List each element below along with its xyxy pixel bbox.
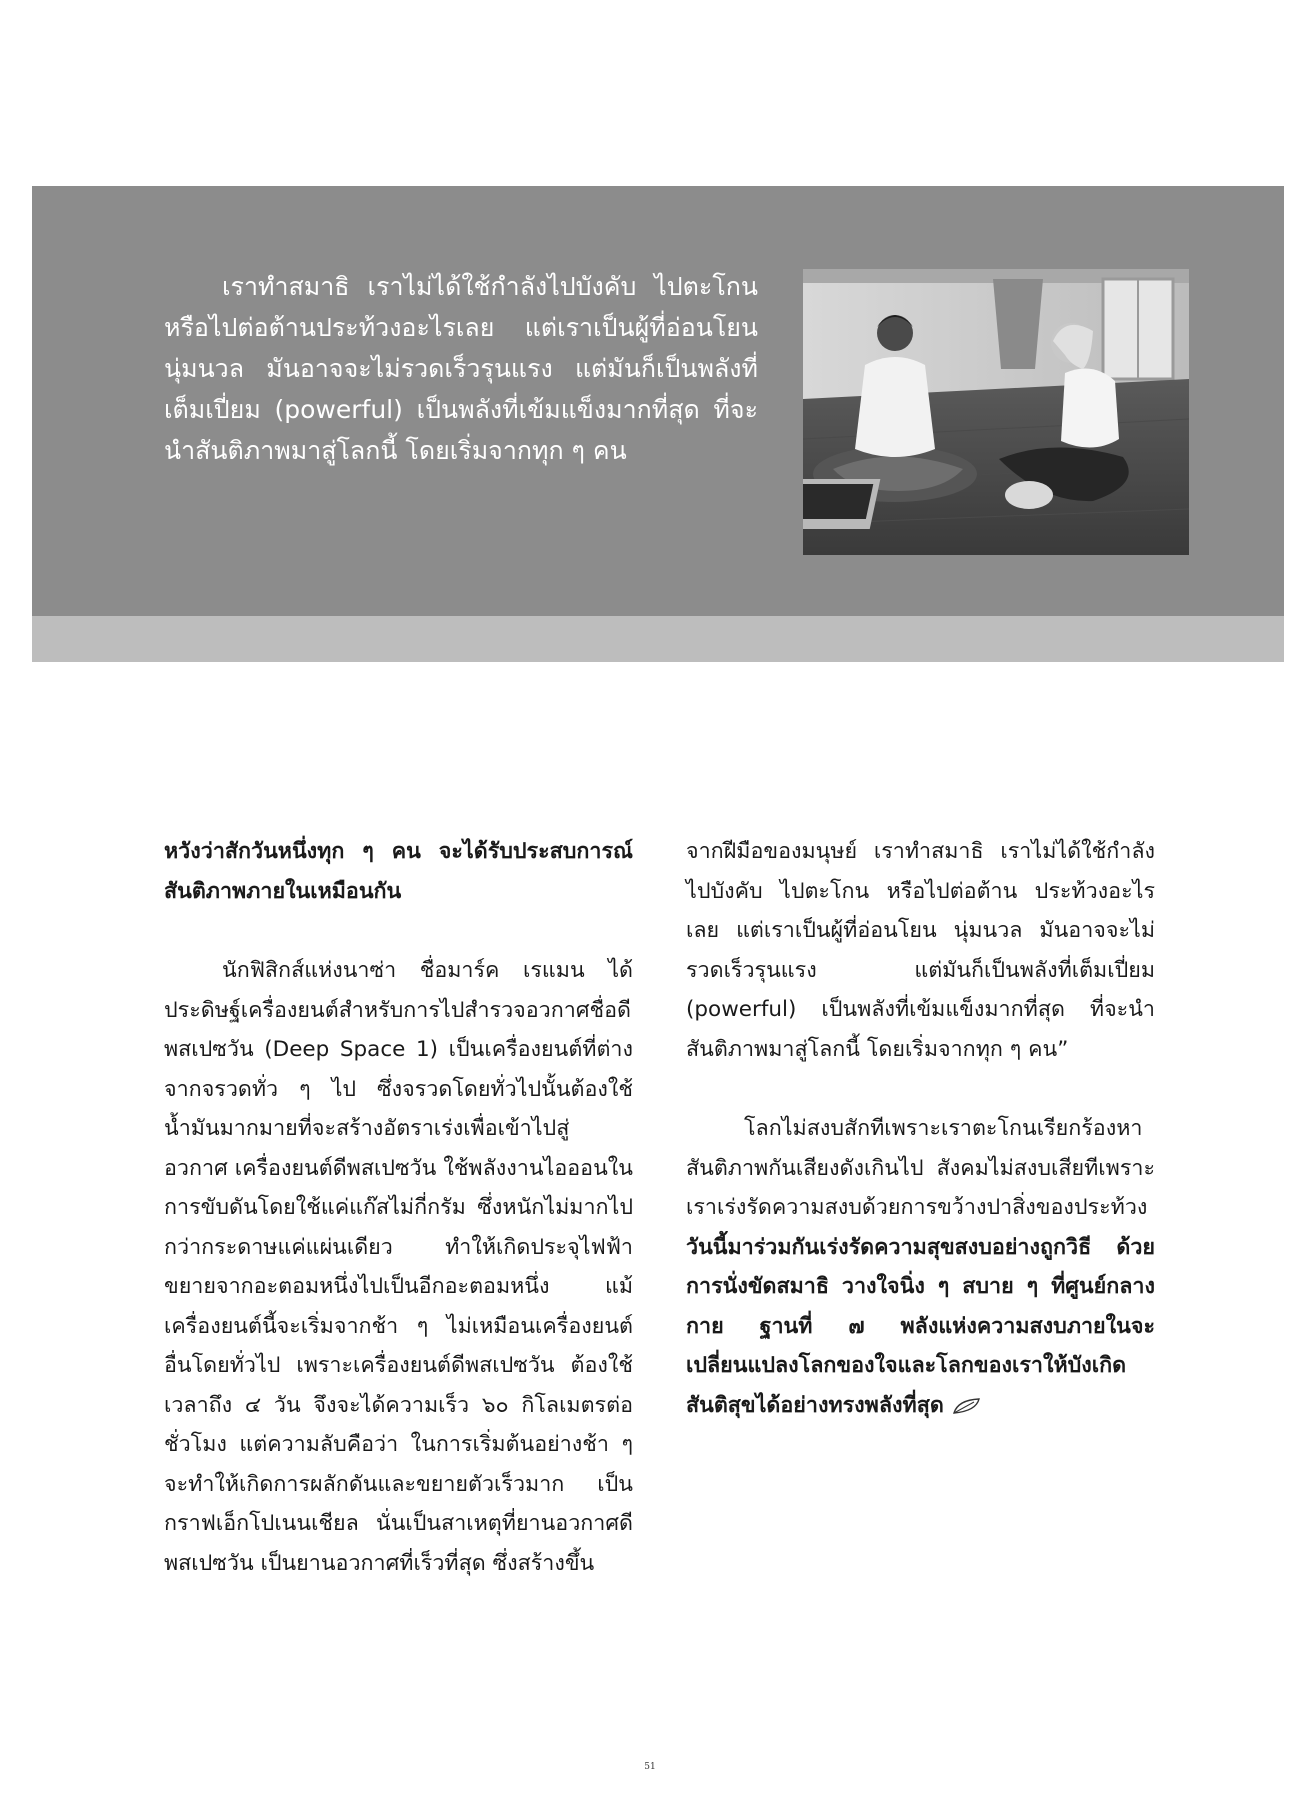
spacer bbox=[164, 911, 633, 951]
closing-bold-text: วันนี้มาร่วมกันเร่งรัดความสุขสงบอย่างถูกวิธี ด้วยการนั่งขัดสมาธิ วางใจนิ่ง ๆ สบาย ๆ ที่ศูนย์กลางกาย ฐานที่ ๗ พลังแห่งความสงบภายในจะเปลี่ยนแปลงโลกของใจและโลกของเราให้บังเกิดสันติสุขได้อย่างทรงพลังที่สุด bbox=[686, 1234, 1155, 1418]
banner-strip bbox=[32, 616, 1284, 662]
pull-quote: เราทำสมาธิ เราไม่ได้ใช้กำลังไปบังคับ ไปตะโกน หรือไปต่อต้านประท้วงอะไรเลย แต่เราเป็นผู้ที่อ่อนโยน นุ่มนวล มันอาจจะไม่รวดเร็วรุนแรง แต่มันก็เป็นพลังที่เต็มเปี่ยม (powerful) เป็นพลังที่เข้มแข็งมากที่สุด ที่จะนำสันติภาพมาสู่โลกนี้ โดยเริ่มจากทุก ๆ คน bbox=[164, 272, 758, 465]
left-column bbox=[164, 832, 633, 1583]
closing-plain-text: โลกไม่สงบสักทีเพราะเราตะโกนเรียกร้องหาสันติภาพกันเสียงดังเกินไป สังคมไม่สงบเสียทีเพราะเราเร่งรัดความสงบด้วยการขว้างปาสิ่งของประท้วง bbox=[686, 1116, 1155, 1220]
closing-paragraph bbox=[686, 1109, 1155, 1425]
meditation-photo bbox=[803, 269, 1189, 555]
page-number: 51 bbox=[644, 1762, 656, 1772]
right-column bbox=[686, 832, 1155, 1425]
spacer bbox=[686, 1069, 1155, 1109]
body-paragraph: นักฟิสิกส์แห่งนาซ่า ชื่อมาร์ค เรแมน ได้ประดิษฐ์เครื่องยนต์สำหรับการไปสำรวจอวกาศชื่อดีพสเปซวัน (Deep Space 1) เป็นเครื่องยนต์ที่ต่างจากจรวดทั่ว ๆ ไป ซึ่งจรวดโดยทั่วไปนั้นต้องใช้น้ำมันมากมายที่จะสร้างอัตราเร่งเพื่อเข้าไปสู่อวกาศ เครื่องยนต์ดีพสเปซวัน ใช้พลังงานไอออนในการขับดันโดยใช้แค่แก๊สไม่กี่กรัม ซึ่งหนักไม่มากไปกว่ากระดาษแค่แผ่นเดียว ทำให้เกิดประจุไฟฟ้าขยายจากอะตอมหนึ่งไปเป็นอีกอะตอมหนึ่ง แม้เครื่องยนต์นี้จะเริ่มจากช้า ๆ ไม่เหมือนเครื่องยนต์อื่นโดยทั่วไป เพราะเครื่องยนต์ดีพสเปซวัน ต้องใช้เวลาถึง ๔ วัน จึงจะได้ความเร็ว ๖๐ กิโลเมตรต่อชั่วโมง แต่ความลับคือว่า ในการเริ่มต้นอย่างช้า ๆ จะทำให้เกิดการผลักดันและขยายตัวเร็วมาก เป็นกราฟเอ็กโปเนนเชียล นั่นเป็นสาเหตุที่ยานอวกาศดีพสเปซวัน เป็นยานอวกาศที่เร็วที่สุด ซึ่งสร้างขึ้น bbox=[164, 958, 633, 1576]
article-heading: หวังว่าสักวันหนึ่งทุก ๆ คน จะได้รับประสบการณ์สันติภาพภายในเหมือนกัน bbox=[164, 839, 633, 904]
leaf-icon bbox=[952, 1397, 982, 1415]
body-paragraph-continued: จากฝีมือของมนุษย์ เราทำสมาธิ เราไม่ได้ใช้กำลังไปบังคับ ไปตะโกน หรือไปต่อต้าน ประท้วงอะไรเลย แต่เราเป็นผู้ที่อ่อนโยน นุ่มนวล มันอาจจะไม่รวดเร็วรุนแรง แต่มันก็เป็นพลังที่เต็มเปี่ยม (powerful) เป็นพลังที่เข้มแข็งมากที่สุด ที่จะนำสันติภาพมาสู่โลกนี้ โดยเริ่มจากทุก ๆ คน” bbox=[686, 839, 1155, 1062]
